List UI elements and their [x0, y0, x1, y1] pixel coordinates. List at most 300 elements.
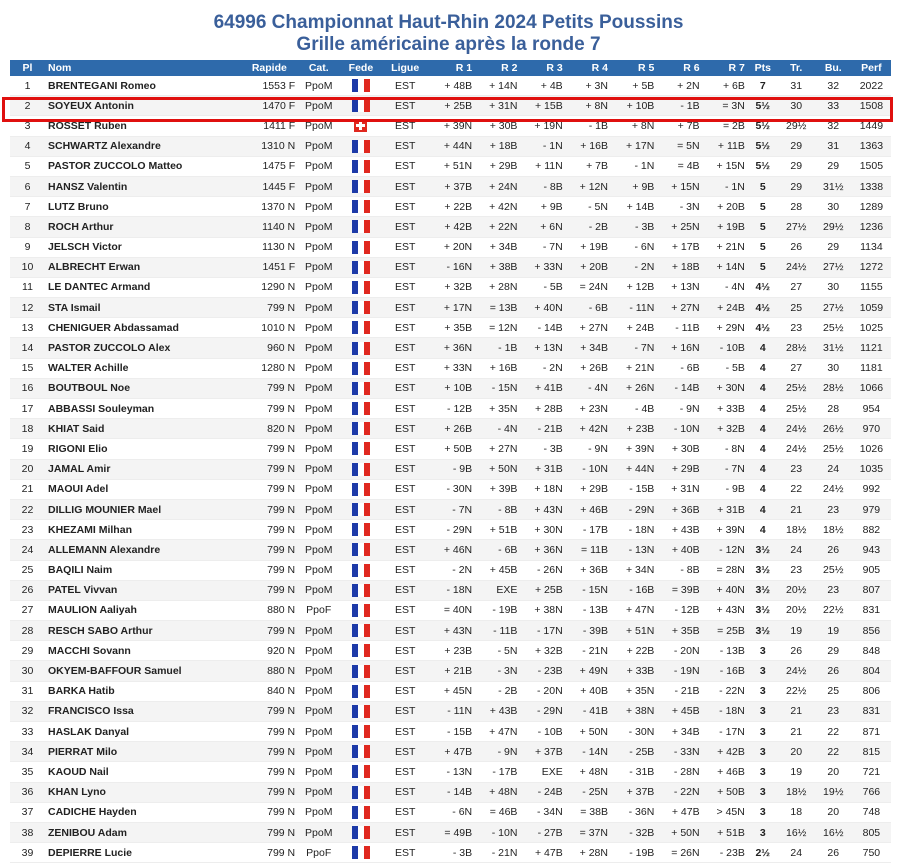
cell-round-7-result[interactable]: + 24B	[703, 298, 748, 318]
cell-round-5-result[interactable]: + 10B	[611, 96, 657, 116]
cell-player-name[interactable]: KHIAT Said	[45, 419, 241, 439]
cell-round-1-result[interactable]: + 44N	[428, 136, 475, 156]
cell-round-5-result[interactable]: + 17N	[611, 136, 657, 156]
cell-round-7-result[interactable]: + 30N	[703, 378, 748, 398]
cell-round-7-result[interactable]: - 16B	[703, 661, 748, 681]
header-r7[interactable]: R 7	[703, 60, 748, 76]
cell-player-name[interactable]: MACCHI Sovann	[45, 641, 241, 661]
cell-round-5-result[interactable]: + 12B	[611, 277, 657, 297]
cell-round-4-result[interactable]: + 29B	[566, 479, 611, 499]
cell-round-6-result[interactable]: + 47B	[657, 802, 702, 822]
cell-round-3-result[interactable]: - 2N	[520, 358, 565, 378]
cell-round-2-result[interactable]: + 24N	[475, 176, 520, 196]
cell-round-1-result[interactable]: + 22B	[428, 197, 475, 217]
cell-round-6-result[interactable]: + 30B	[657, 439, 702, 459]
cell-player-name[interactable]: RIGONI Elio	[45, 439, 241, 459]
cell-round-3-result[interactable]: + 13N	[520, 338, 565, 358]
cell-round-2-result[interactable]: + 35N	[475, 399, 520, 419]
cell-round-7-result[interactable]: + 11B	[703, 136, 748, 156]
cell-round-4-result[interactable]: + 20B	[566, 257, 611, 277]
cell-round-1-result[interactable]: - 2N	[428, 560, 475, 580]
cell-round-5-result[interactable]: - 36N	[611, 802, 657, 822]
cell-player-name[interactable]: DILLIG MOUNIER Mael	[45, 499, 241, 519]
cell-round-4-result[interactable]: + 36B	[566, 560, 611, 580]
cell-round-5-result[interactable]: + 37B	[611, 782, 657, 802]
cell-round-5-result[interactable]: - 6N	[611, 237, 657, 257]
cell-player-name[interactable]: PASTOR ZUCCOLO Alex	[45, 338, 241, 358]
cell-round-7-result[interactable]: - 10B	[703, 338, 748, 358]
cell-round-5-result[interactable]: + 38N	[611, 701, 657, 721]
cell-round-3-result[interactable]: EXE	[520, 762, 565, 782]
cell-player-name[interactable]: BARKA Hatib	[45, 681, 241, 701]
cell-round-6-result[interactable]: + 31N	[657, 479, 702, 499]
cell-round-5-result[interactable]: - 11N	[611, 298, 657, 318]
cell-round-2-result[interactable]: = 13B	[475, 298, 520, 318]
cell-player-name[interactable]: ALBRECHT Erwan	[45, 257, 241, 277]
cell-round-3-result[interactable]: - 8B	[520, 176, 565, 196]
cell-round-5-result[interactable]: - 3B	[611, 217, 657, 237]
cell-round-1-result[interactable]: + 20N	[428, 237, 475, 257]
cell-round-6-result[interactable]: - 21B	[657, 681, 702, 701]
cell-round-4-result[interactable]: + 7B	[566, 156, 611, 176]
cell-round-2-result[interactable]: - 21N	[475, 843, 520, 863]
cell-round-2-result[interactable]: + 39B	[475, 479, 520, 499]
cell-round-7-result[interactable]: = 2B	[703, 116, 748, 136]
cell-round-1-result[interactable]: + 23B	[428, 641, 475, 661]
cell-round-1-result[interactable]: - 16N	[428, 257, 475, 277]
cell-round-2-result[interactable]: - 6B	[475, 540, 520, 560]
cell-round-1-result[interactable]: = 49B	[428, 822, 475, 842]
cell-round-5-result[interactable]: - 30N	[611, 722, 657, 742]
cell-round-6-result[interactable]: = 39B	[657, 580, 702, 600]
cell-round-5-result[interactable]: - 19B	[611, 843, 657, 863]
cell-round-4-result[interactable]: - 14N	[566, 742, 611, 762]
cell-round-6-result[interactable]: + 35B	[657, 621, 702, 641]
cell-round-2-result[interactable]: EXE	[475, 580, 520, 600]
cell-player-name[interactable]: RESCH SABO Arthur	[45, 621, 241, 641]
cell-round-4-result[interactable]: + 46B	[566, 499, 611, 519]
cell-round-3-result[interactable]: - 21B	[520, 419, 565, 439]
header-r2[interactable]: R 2	[475, 60, 520, 76]
cell-round-6-result[interactable]: + 13N	[657, 277, 702, 297]
cell-round-4-result[interactable]: = 11B	[566, 540, 611, 560]
cell-player-name[interactable]: MAULION Aaliyah	[45, 600, 241, 620]
header-r1[interactable]: R 1	[428, 60, 475, 76]
cell-player-name[interactable]: PASTOR ZUCCOLO Matteo	[45, 156, 241, 176]
cell-round-1-result[interactable]: + 17N	[428, 298, 475, 318]
cell-round-4-result[interactable]: - 13B	[566, 600, 611, 620]
cell-round-5-result[interactable]: + 14B	[611, 197, 657, 217]
cell-round-2-result[interactable]: + 51B	[475, 520, 520, 540]
cell-round-4-result[interactable]: + 40B	[566, 681, 611, 701]
cell-round-4-result[interactable]: - 17B	[566, 520, 611, 540]
cell-round-4-result[interactable]: + 48N	[566, 762, 611, 782]
cell-round-3-result[interactable]: + 38N	[520, 600, 565, 620]
cell-round-6-result[interactable]: + 16N	[657, 338, 702, 358]
cell-round-5-result[interactable]: + 22B	[611, 641, 657, 661]
cell-player-name[interactable]: KHEZAMI Milhan	[45, 520, 241, 540]
cell-round-1-result[interactable]: + 32B	[428, 277, 475, 297]
cell-round-4-result[interactable]: = 24N	[566, 277, 611, 297]
cell-round-1-result[interactable]: - 18N	[428, 580, 475, 600]
cell-round-6-result[interactable]: + 2N	[657, 76, 702, 96]
cell-round-2-result[interactable]: + 45B	[475, 560, 520, 580]
cell-round-3-result[interactable]: + 4B	[520, 76, 565, 96]
cell-round-4-result[interactable]: + 34B	[566, 338, 611, 358]
cell-round-1-result[interactable]: - 3B	[428, 843, 475, 863]
cell-round-2-result[interactable]: - 3N	[475, 661, 520, 681]
cell-round-5-result[interactable]: + 39N	[611, 439, 657, 459]
cell-round-1-result[interactable]: + 39N	[428, 116, 475, 136]
cell-round-3-result[interactable]: - 23B	[520, 661, 565, 681]
cell-round-6-result[interactable]: - 14B	[657, 378, 702, 398]
header-nom[interactable]: Nom	[45, 60, 241, 76]
cell-player-name[interactable]: HASLAK Danyal	[45, 722, 241, 742]
cell-player-name[interactable]: FRANCISCO Issa	[45, 701, 241, 721]
cell-round-1-result[interactable]: + 43N	[428, 621, 475, 641]
cell-round-6-result[interactable]: + 50N	[657, 822, 702, 842]
cell-round-4-result[interactable]: + 3N	[566, 76, 611, 96]
cell-round-7-result[interactable]: + 14N	[703, 257, 748, 277]
cell-round-3-result[interactable]: + 18N	[520, 479, 565, 499]
cell-player-name[interactable]: ROSSET Ruben	[45, 116, 241, 136]
cell-round-1-result[interactable]: + 42B	[428, 217, 475, 237]
cell-round-6-result[interactable]: - 19N	[657, 661, 702, 681]
cell-round-6-result[interactable]: + 18B	[657, 257, 702, 277]
cell-player-name[interactable]: PATEL Vivvan	[45, 580, 241, 600]
cell-round-7-result[interactable]: + 43N	[703, 600, 748, 620]
cell-round-2-result[interactable]: + 16B	[475, 358, 520, 378]
cell-round-7-result[interactable]: = 28N	[703, 560, 748, 580]
cell-round-5-result[interactable]: - 13N	[611, 540, 657, 560]
cell-round-2-result[interactable]: + 29B	[475, 156, 520, 176]
header-rapide[interactable]: Rapide	[241, 60, 299, 76]
cell-player-name[interactable]: HANSZ Valentin	[45, 176, 241, 196]
cell-round-1-result[interactable]: + 35B	[428, 318, 475, 338]
cell-round-7-result[interactable]: - 8N	[703, 439, 748, 459]
cell-round-7-result[interactable]: + 21N	[703, 237, 748, 257]
cell-round-1-result[interactable]: - 30N	[428, 479, 475, 499]
cell-round-3-result[interactable]: + 37B	[520, 742, 565, 762]
cell-round-5-result[interactable]: + 5B	[611, 76, 657, 96]
cell-round-3-result[interactable]: + 47B	[520, 843, 565, 863]
cell-round-6-result[interactable]: + 17B	[657, 237, 702, 257]
cell-round-6-result[interactable]: - 20N	[657, 641, 702, 661]
header-r6[interactable]: R 6	[657, 60, 702, 76]
cell-round-7-result[interactable]: + 46B	[703, 762, 748, 782]
header-cat[interactable]: Cat.	[298, 60, 339, 76]
cell-round-7-result[interactable]: - 12N	[703, 540, 748, 560]
cell-round-2-result[interactable]: - 2B	[475, 681, 520, 701]
cell-round-1-result[interactable]: + 50B	[428, 439, 475, 459]
cell-round-5-result[interactable]: - 18N	[611, 520, 657, 540]
cell-round-2-result[interactable]: - 4N	[475, 419, 520, 439]
cell-round-1-result[interactable]: + 37B	[428, 176, 475, 196]
cell-round-1-result[interactable]: + 10B	[428, 378, 475, 398]
cell-player-name[interactable]: KHAN Lyno	[45, 782, 241, 802]
cell-round-3-result[interactable]: + 33N	[520, 257, 565, 277]
cell-round-4-result[interactable]: + 26B	[566, 358, 611, 378]
cell-round-7-result[interactable]: + 6B	[703, 76, 748, 96]
cell-round-3-result[interactable]: - 29N	[520, 701, 565, 721]
cell-round-2-result[interactable]: + 34B	[475, 237, 520, 257]
cell-round-7-result[interactable]: + 32B	[703, 419, 748, 439]
cell-round-4-result[interactable]: = 38B	[566, 802, 611, 822]
cell-player-name[interactable]: SCHWARTZ Alexandre	[45, 136, 241, 156]
cell-round-3-result[interactable]: - 26N	[520, 560, 565, 580]
cell-round-6-result[interactable]: - 6B	[657, 358, 702, 378]
cell-round-5-result[interactable]: + 51N	[611, 621, 657, 641]
cell-round-5-result[interactable]: + 23B	[611, 419, 657, 439]
cell-round-3-result[interactable]: + 15B	[520, 96, 565, 116]
cell-round-7-result[interactable]: - 17N	[703, 722, 748, 742]
cell-round-6-result[interactable]: = 5N	[657, 136, 702, 156]
cell-round-7-result[interactable]: - 9B	[703, 479, 748, 499]
cell-round-2-result[interactable]: - 9N	[475, 742, 520, 762]
cell-round-4-result[interactable]: - 4N	[566, 378, 611, 398]
cell-round-4-result[interactable]: + 27N	[566, 318, 611, 338]
cell-round-3-result[interactable]: - 20N	[520, 681, 565, 701]
cell-round-3-result[interactable]: + 32B	[520, 641, 565, 661]
cell-round-2-result[interactable]: + 22N	[475, 217, 520, 237]
cell-round-3-result[interactable]: - 17N	[520, 621, 565, 641]
cell-round-1-result[interactable]: - 9B	[428, 459, 475, 479]
cell-player-name[interactable]: ALLEMANN Alexandre	[45, 540, 241, 560]
cell-round-1-result[interactable]: + 47B	[428, 742, 475, 762]
cell-player-name[interactable]: KAOUD Nail	[45, 762, 241, 782]
cell-round-4-result[interactable]: - 9N	[566, 439, 611, 459]
cell-round-5-result[interactable]: - 25B	[611, 742, 657, 762]
cell-player-name[interactable]: OKYEM-BAFFOUR Samuel	[45, 661, 241, 681]
cell-round-6-result[interactable]: - 10N	[657, 419, 702, 439]
header-perf[interactable]: Perf	[852, 60, 891, 76]
cell-round-6-result[interactable]: + 45B	[657, 701, 702, 721]
cell-round-5-result[interactable]: - 32B	[611, 822, 657, 842]
cell-round-5-result[interactable]: + 9B	[611, 176, 657, 196]
cell-round-4-result[interactable]: - 25N	[566, 782, 611, 802]
cell-round-5-result[interactable]: - 7N	[611, 338, 657, 358]
cell-round-2-result[interactable]: + 50N	[475, 459, 520, 479]
cell-round-7-result[interactable]: - 13B	[703, 641, 748, 661]
cell-player-name[interactable]: DEPIERRE Lucie	[45, 843, 241, 863]
cell-round-1-result[interactable]: + 48B	[428, 76, 475, 96]
cell-round-7-result[interactable]: + 50B	[703, 782, 748, 802]
cell-round-6-result[interactable]: - 22N	[657, 782, 702, 802]
cell-round-5-result[interactable]: - 15B	[611, 479, 657, 499]
cell-round-7-result[interactable]: - 7N	[703, 459, 748, 479]
cell-round-2-result[interactable]: - 19B	[475, 600, 520, 620]
cell-round-2-result[interactable]: + 42N	[475, 197, 520, 217]
cell-round-5-result[interactable]: + 26N	[611, 378, 657, 398]
cell-round-5-result[interactable]: - 4B	[611, 399, 657, 419]
cell-round-5-result[interactable]: - 1N	[611, 156, 657, 176]
header-bu[interactable]: Bu.	[815, 60, 852, 76]
cell-round-5-result[interactable]: + 34N	[611, 560, 657, 580]
cell-round-2-result[interactable]: + 38B	[475, 257, 520, 277]
cell-round-7-result[interactable]: + 39N	[703, 520, 748, 540]
cell-round-4-result[interactable]: + 49N	[566, 661, 611, 681]
header-r4[interactable]: R 4	[566, 60, 611, 76]
cell-player-name[interactable]: JAMAL Amir	[45, 459, 241, 479]
cell-round-1-result[interactable]: + 21B	[428, 661, 475, 681]
cell-round-2-result[interactable]: = 12N	[475, 318, 520, 338]
cell-player-name[interactable]: STA Ismail	[45, 298, 241, 318]
cell-round-1-result[interactable]: + 26B	[428, 419, 475, 439]
header-fede[interactable]: Fede	[339, 60, 382, 76]
cell-round-1-result[interactable]: - 6N	[428, 802, 475, 822]
cell-round-3-result[interactable]: - 27B	[520, 822, 565, 842]
cell-player-name[interactable]: LE DANTEC Armand	[45, 277, 241, 297]
cell-round-7-result[interactable]: + 20B	[703, 197, 748, 217]
cell-player-name[interactable]: LUTZ Bruno	[45, 197, 241, 217]
cell-round-7-result[interactable]: + 19B	[703, 217, 748, 237]
cell-round-3-result[interactable]: - 14B	[520, 318, 565, 338]
cell-round-6-result[interactable]: - 11B	[657, 318, 702, 338]
cell-round-1-result[interactable]: + 33N	[428, 358, 475, 378]
cell-player-name[interactable]: BAQILI Naim	[45, 560, 241, 580]
cell-round-2-result[interactable]: + 27N	[475, 439, 520, 459]
cell-round-7-result[interactable]: - 5B	[703, 358, 748, 378]
cell-round-4-result[interactable]: + 19B	[566, 237, 611, 257]
cell-player-name[interactable]: ROCH Arthur	[45, 217, 241, 237]
cell-round-6-result[interactable]: + 27N	[657, 298, 702, 318]
cell-round-1-result[interactable]: - 14B	[428, 782, 475, 802]
cell-player-name[interactable]: MAOUI Adel	[45, 479, 241, 499]
cell-round-3-result[interactable]: + 41B	[520, 378, 565, 398]
cell-round-7-result[interactable]: = 3N	[703, 96, 748, 116]
cell-round-4-result[interactable]: = 37N	[566, 822, 611, 842]
cell-round-4-result[interactable]: - 10N	[566, 459, 611, 479]
cell-round-7-result[interactable]: + 33B	[703, 399, 748, 419]
cell-round-2-result[interactable]: + 48N	[475, 782, 520, 802]
cell-round-3-result[interactable]: + 40N	[520, 298, 565, 318]
header-ligue[interactable]: Ligue	[383, 60, 428, 76]
cell-round-3-result[interactable]: - 1N	[520, 136, 565, 156]
cell-round-3-result[interactable]: + 30N	[520, 520, 565, 540]
cell-round-4-result[interactable]: - 41B	[566, 701, 611, 721]
cell-player-name[interactable]: PIERRAT Milo	[45, 742, 241, 762]
cell-round-6-result[interactable]: + 34B	[657, 722, 702, 742]
cell-round-5-result[interactable]: + 35N	[611, 681, 657, 701]
cell-round-6-result[interactable]: = 4B	[657, 156, 702, 176]
cell-round-3-result[interactable]: - 3B	[520, 439, 565, 459]
cell-round-7-result[interactable]: + 40N	[703, 580, 748, 600]
cell-player-name[interactable]: BOUTBOUL Noe	[45, 378, 241, 398]
cell-round-3-result[interactable]: + 36N	[520, 540, 565, 560]
cell-round-6-result[interactable]: + 43B	[657, 520, 702, 540]
cell-round-7-result[interactable]: - 1N	[703, 176, 748, 196]
cell-round-1-result[interactable]: + 51N	[428, 156, 475, 176]
cell-round-4-result[interactable]: - 2B	[566, 217, 611, 237]
cell-round-7-result[interactable]: - 18N	[703, 701, 748, 721]
cell-round-3-result[interactable]: + 25B	[520, 580, 565, 600]
cell-round-2-result[interactable]: - 1B	[475, 338, 520, 358]
cell-round-3-result[interactable]: + 11N	[520, 156, 565, 176]
cell-round-4-result[interactable]: + 50N	[566, 722, 611, 742]
cell-round-2-result[interactable]: + 28N	[475, 277, 520, 297]
cell-round-6-result[interactable]: - 1B	[657, 96, 702, 116]
cell-round-1-result[interactable]: = 40N	[428, 600, 475, 620]
cell-round-6-result[interactable]: - 33N	[657, 742, 702, 762]
cell-round-4-result[interactable]: - 5N	[566, 197, 611, 217]
cell-round-7-result[interactable]: + 15N	[703, 156, 748, 176]
header-pts[interactable]: Pts	[748, 60, 778, 76]
cell-round-6-result[interactable]: = 26N	[657, 843, 702, 863]
cell-round-2-result[interactable]: + 30B	[475, 116, 520, 136]
cell-round-4-result[interactable]: - 39B	[566, 621, 611, 641]
header-r3[interactable]: R 3	[520, 60, 565, 76]
cell-round-6-result[interactable]: + 25N	[657, 217, 702, 237]
cell-round-2-result[interactable]: + 43B	[475, 701, 520, 721]
cell-round-3-result[interactable]: + 9B	[520, 197, 565, 217]
cell-round-6-result[interactable]: - 12B	[657, 600, 702, 620]
header-tr[interactable]: Tr.	[778, 60, 815, 76]
cell-round-3-result[interactable]: + 19N	[520, 116, 565, 136]
cell-round-7-result[interactable]: - 22N	[703, 681, 748, 701]
cell-round-1-result[interactable]: + 46N	[428, 540, 475, 560]
cell-round-2-result[interactable]: = 46B	[475, 802, 520, 822]
cell-round-1-result[interactable]: - 12B	[428, 399, 475, 419]
cell-round-3-result[interactable]: - 34N	[520, 802, 565, 822]
cell-round-7-result[interactable]: > 45N	[703, 802, 748, 822]
cell-round-2-result[interactable]: - 5N	[475, 641, 520, 661]
cell-round-2-result[interactable]: - 17B	[475, 762, 520, 782]
cell-player-name[interactable]: ZENIBOU Adam	[45, 822, 241, 842]
cell-round-4-result[interactable]: - 21N	[566, 641, 611, 661]
cell-round-4-result[interactable]: - 1B	[566, 116, 611, 136]
cell-round-3-result[interactable]: - 10B	[520, 722, 565, 742]
cell-round-2-result[interactable]: - 8B	[475, 499, 520, 519]
cell-round-6-result[interactable]: + 36B	[657, 499, 702, 519]
cell-round-5-result[interactable]: + 33B	[611, 661, 657, 681]
cell-round-5-result[interactable]: + 24B	[611, 318, 657, 338]
cell-round-5-result[interactable]: - 29N	[611, 499, 657, 519]
cell-player-name[interactable]: CHENIGUER Abdassamad	[45, 318, 241, 338]
cell-round-1-result[interactable]: + 45N	[428, 681, 475, 701]
cell-round-7-result[interactable]: - 23B	[703, 843, 748, 863]
cell-round-1-result[interactable]: - 29N	[428, 520, 475, 540]
header-pl[interactable]: Pl	[10, 60, 45, 76]
cell-round-5-result[interactable]: - 2N	[611, 257, 657, 277]
cell-round-3-result[interactable]: + 6N	[520, 217, 565, 237]
cell-player-name[interactable]: WALTER Achille	[45, 358, 241, 378]
cell-round-2-result[interactable]: + 18B	[475, 136, 520, 156]
cell-round-5-result[interactable]: + 47N	[611, 600, 657, 620]
cell-round-3-result[interactable]: - 7N	[520, 237, 565, 257]
cell-round-5-result[interactable]: + 44N	[611, 459, 657, 479]
cell-player-name[interactable]: BRENTEGANI Romeo	[45, 76, 241, 96]
cell-round-7-result[interactable]: + 31B	[703, 499, 748, 519]
cell-round-6-result[interactable]: - 9N	[657, 399, 702, 419]
cell-round-4-result[interactable]: + 12N	[566, 176, 611, 196]
cell-round-6-result[interactable]: - 28N	[657, 762, 702, 782]
cell-round-5-result[interactable]: + 21N	[611, 358, 657, 378]
cell-round-3-result[interactable]: + 31B	[520, 459, 565, 479]
cell-round-2-result[interactable]: - 10N	[475, 822, 520, 842]
cell-round-3-result[interactable]: - 5B	[520, 277, 565, 297]
cell-player-name[interactable]: SOYEUX Antonin	[45, 96, 241, 116]
cell-round-2-result[interactable]: + 14N	[475, 76, 520, 96]
cell-round-4-result[interactable]: - 15N	[566, 580, 611, 600]
cell-round-1-result[interactable]: - 15B	[428, 722, 475, 742]
cell-round-6-result[interactable]: + 7B	[657, 116, 702, 136]
cell-round-7-result[interactable]: = 25B	[703, 621, 748, 641]
cell-round-5-result[interactable]: + 8N	[611, 116, 657, 136]
cell-round-2-result[interactable]: - 11B	[475, 621, 520, 641]
cell-round-6-result[interactable]: + 15N	[657, 176, 702, 196]
cell-player-name[interactable]: ABBASSI Souleyman	[45, 399, 241, 419]
cell-player-name[interactable]: JELSCH Victor	[45, 237, 241, 257]
